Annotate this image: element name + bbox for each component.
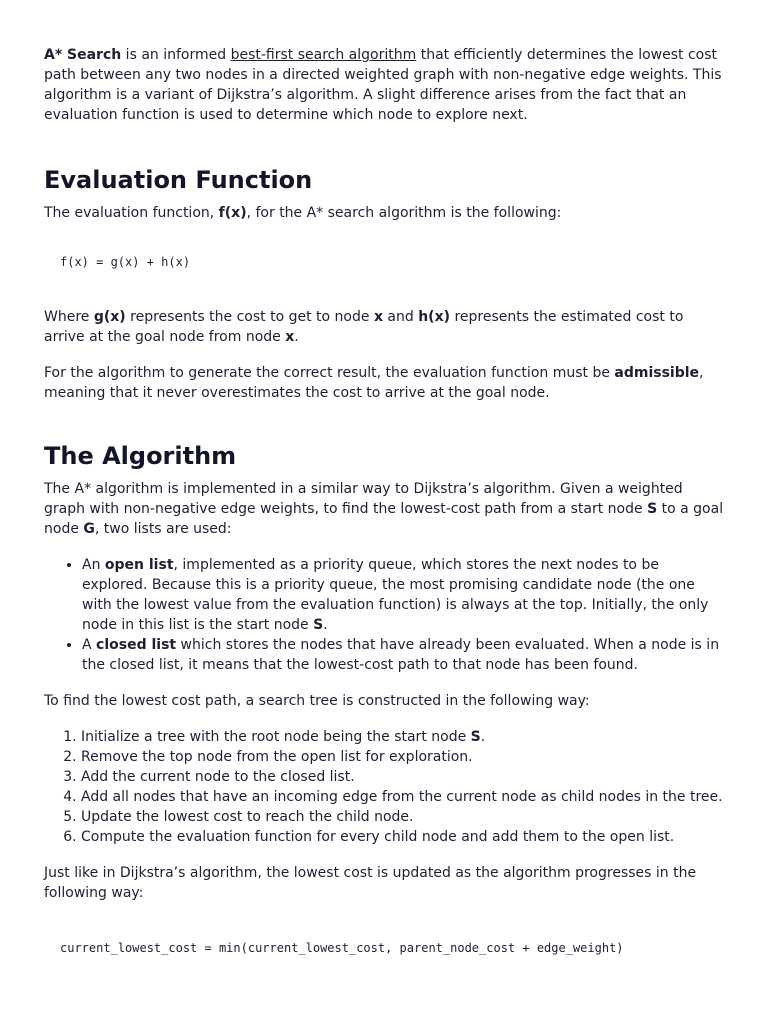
lists-bullet-list (44, 555, 724, 675)
algorithm-heading: The Algorithm (44, 442, 237, 470)
evaluation-where-paragraph: Where g(x) represents the cost to get to node x and h(x) represents the estimated cost to arrive at the goal node from node x. (44, 309, 684, 345)
list-item-closed-list: • A closed list which stores the nodes that have already been evaluated. When a node is in the closed list, it means that the lowest-cost path to that node has been found. (82, 635, 724, 675)
evaluation-formula-code: f(x) = g(x) + h(x) (60, 255, 191, 269)
evaluation-function-heading: Evaluation Function (44, 166, 313, 194)
search-tree-paragraph: To find the lowest cost path, a search tree is constructed in the following way: (44, 693, 590, 709)
intro-paragraph: A* Search is an informed best-first search algorithm that efficiently determines the lowest cost path between any two nodes in a directed weighted graph with non-negative edge weights. This algorithm is a variant of Dijkstra’s algorithm. A slight difference arises from the fact that an evaluation function is used to determine which node to explore next. (44, 47, 722, 123)
step-item: 5. Update the lowest cost to reach the child node. (81, 807, 724, 827)
term-a-star-search: A* Search (44, 47, 122, 63)
best-first-search-link[interactable]: best-first search algorithm (230, 47, 417, 63)
step-item: 4. Add all nodes that have an incoming edge from the current node as child nodes in the tree. (81, 787, 724, 807)
step-item: 2. Remove the top node from the open list for exploration. (81, 747, 724, 767)
step-item: 3. Add the current node to the closed list. (81, 767, 724, 787)
algorithm-intro-paragraph: The A* algorithm is implemented in a similar way to Dijkstra’s algorithm. Given a weighted graph with non-negative edge weights, to find the lowest-cost path from a start node S to a goal node G, two lists are used: (44, 481, 724, 537)
lowest-cost-formula-code: current_lowest_cost = min(current_lowest_cost, parent_node_cost + edge_weight) (60, 941, 624, 955)
admissible-paragraph: For the algorithm to generate the correct result, the evaluation function must be admissible, meaning that it never overestimates the cost to arrive at the goal node. (44, 365, 704, 401)
step-item: 6. Compute the evaluation function for every child node and add them to the open list. (81, 827, 724, 847)
step-item: 1. Initialize a tree with the root node being the start node S. (81, 727, 724, 747)
list-item-open-list: • An open list, implemented as a priority queue, which stores the next nodes to be explored. Because this is a priority queue, the most promising candidate node (the one with the lowest value from the evaluation function) is always at the top. Initially, the only node in this list is the start node S. (82, 555, 724, 635)
evaluation-intro-paragraph: The evaluation function, f(x), for the A* search algorithm is the following: (44, 205, 562, 221)
steps-ordered-list (44, 727, 724, 847)
lowest-cost-update-paragraph: Just like in Dijkstra’s algorithm, the lowest cost is updated as the algorithm progresses in the following way: (44, 865, 697, 901)
